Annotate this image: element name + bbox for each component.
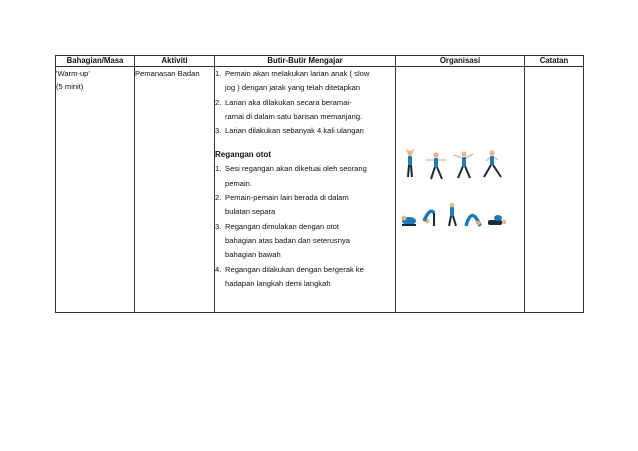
- stretch-figure-side: [454, 151, 473, 178]
- item-number: 1.: [215, 69, 222, 78]
- list-item: [215, 96, 395, 125]
- stretch-figure-arch: [466, 216, 480, 227]
- aktiviti-text: Pemanasan Badan: [135, 69, 200, 78]
- item-text: Sesi regangan akan diketuai oleh seorang: [225, 164, 367, 174]
- cell-catatan: [525, 67, 584, 313]
- cell-butir: [215, 67, 396, 313]
- stretch-figure-lying: [488, 215, 506, 225]
- item-text: bahagian atas badan dan seterusnya: [225, 235, 350, 245]
- standing-stretch-figures-icon: [400, 147, 510, 187]
- masa-label: 'Warm-up': [56, 69, 90, 78]
- item-number: 3.: [215, 221, 222, 231]
- item-number: 4.: [215, 264, 222, 274]
- table-header-row: [56, 56, 584, 67]
- stretch-list: [215, 162, 395, 291]
- item-number: 1.: [215, 164, 222, 174]
- item-text: bulatan separa: [225, 207, 276, 217]
- cell-aktiviti: [135, 67, 215, 313]
- list-item: [215, 220, 395, 263]
- item-text: Larian aka dilakukan secara beramai-: [225, 97, 352, 107]
- header-organisasi: Organisasi: [396, 56, 525, 67]
- item-text: pemain.: [225, 178, 253, 188]
- list-item: [215, 124, 395, 138]
- stretch-section-title: Regangan otot: [215, 150, 271, 160]
- item-text: bahagian bawah: [225, 250, 281, 260]
- header-aktiviti: Aktiviti: [135, 56, 215, 67]
- stretch-figure-seated: [402, 216, 416, 226]
- item-text: Pemain-pemain lain berada di dalam: [225, 193, 349, 203]
- stretch-figure-arms-out: [426, 152, 446, 179]
- header-butir: Butir-Butir Mengajar: [215, 56, 396, 67]
- item-number: 3.: [215, 126, 222, 136]
- list-item: [215, 191, 395, 220]
- item-text: Regangan dilakukan dengan bergerak ke: [225, 264, 364, 274]
- item-text: Larian dilakukan sebanyak 4 kali ulangan: [225, 126, 364, 136]
- stretch-figure-lunge: [484, 150, 501, 177]
- item-text: ramai di dalam satu barisan memanjang.: [225, 111, 363, 121]
- stretch-figure-toe-touch: [449, 203, 456, 226]
- header-masa: Bahagian/Masa: [56, 56, 135, 67]
- cell-masa: [56, 67, 135, 313]
- item-text: Pemain akan melakukan larian anak ( slow: [225, 69, 370, 78]
- item-number: 2.: [215, 97, 222, 107]
- cell-organisasi: [396, 67, 525, 313]
- header-catatan: Catatan: [525, 56, 584, 67]
- warmup-list: [215, 67, 395, 138]
- list-item: [215, 263, 395, 292]
- floor-stretch-figures-icon: [400, 199, 510, 229]
- masa-duration: (5 minit): [56, 82, 84, 91]
- item-text: Regangan dimulakan dengan otot: [225, 221, 339, 231]
- list-item: [215, 67, 395, 96]
- table-row: [56, 67, 584, 313]
- list-item: [215, 162, 395, 191]
- stretch-figure-arms-up: [406, 149, 414, 177]
- stretch-figure-bend: [424, 211, 434, 226]
- item-text: jog ) dengan jarak yang telah ditetapkan: [225, 83, 361, 93]
- lesson-plan-table: [55, 55, 584, 313]
- item-number: 2.: [215, 193, 222, 203]
- item-text: hadapan langkah demi langkah: [225, 278, 331, 288]
